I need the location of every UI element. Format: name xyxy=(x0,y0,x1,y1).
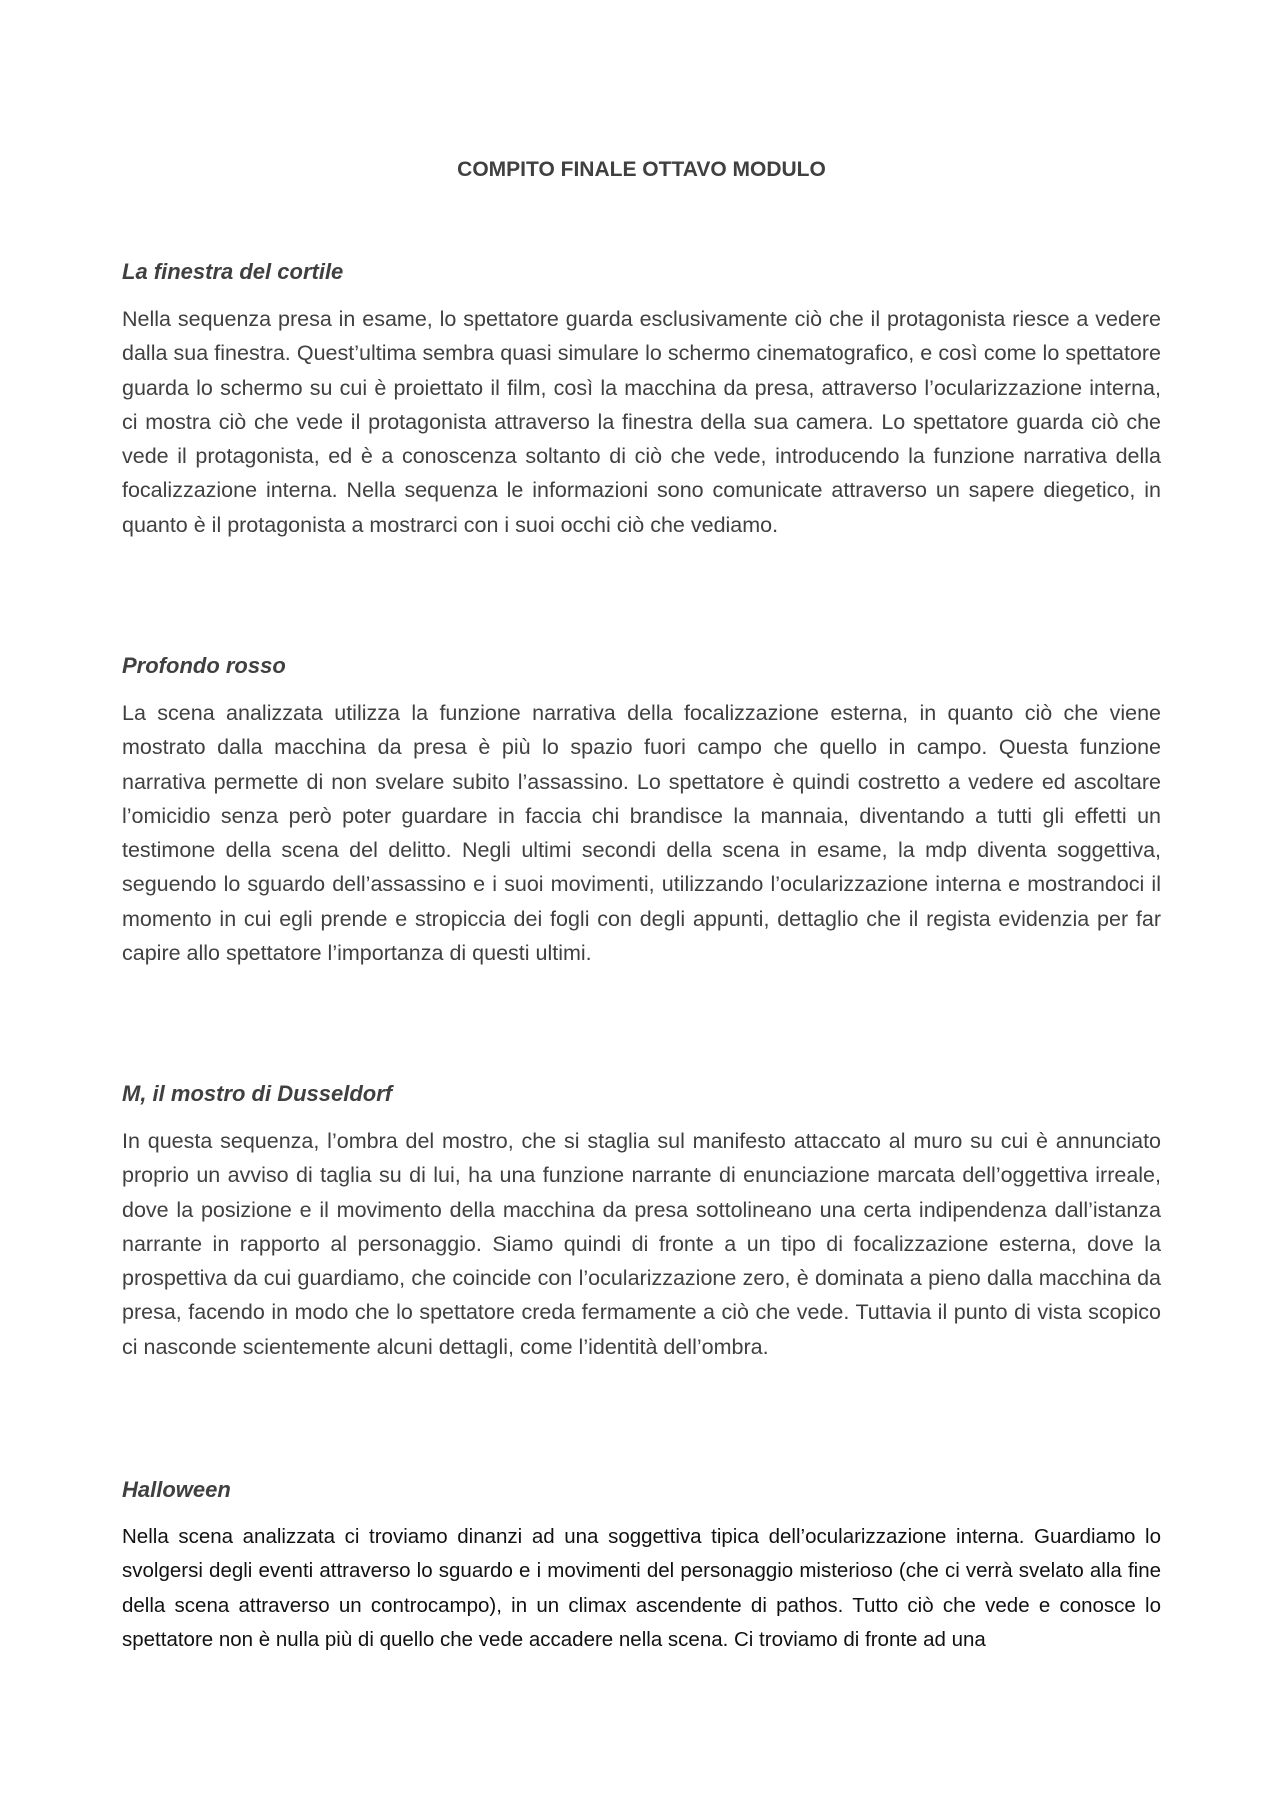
section-paragraph: Nella sequenza presa in esame, lo spettatore guarda esclusivamente ciò che il protagonista riesce a vedere dalla sua finestra. Quest’ultima sembra quasi simulare lo schermo cinematografico, e così come lo spettatore guarda lo schermo su cui è proiettato il film, così la macchina da presa, attraverso l’ocularizzazione interna, ci mostra ciò che vede il protagonista attraverso la finestra della sua camera. Lo spettatore guarda ciò che vede il protagonista, ed è a conoscenza soltanto di ciò che vede, introducendo la funzione narrativa della focalizzazione interna. Nella sequenza le informazioni sono comunicate attraverso un sapere diegetico, in quanto è il protagonista a mostrarci con i suoi occhi ciò che vediamo. xyxy=(122,307,1161,537)
section-paragraph: In questa sequenza, l’ombra del mostro, che si staglia sul manifesto attaccato al muro su cui è annunciato proprio un avviso di taglia su di lui, ha una funzione narrante di enunciazione marcata dell’oggettiva irreale, dove la posizione e il movimento della macchina da presa sottolineano una certa indipendenza dall’istanza narrante in rapporto al personaggio. Siamo quindi di fronte a un tipo di focalizzazione esterna, dove la prospettiva da cui guardiamo, che coincide con l’ocularizzazione zero, è dominata a pieno dalla macchina da presa, facendo in modo che lo spettatore creda fermamente a ciò che vede. Tuttavia il punto di vista scopico ci nasconde scientemente alcuni dettagli, come l’identità dell’ombra. xyxy=(122,1129,1161,1359)
section-la-finestra-del-cortile xyxy=(122,256,1161,542)
section-heading: La finestra del cortile xyxy=(122,259,344,284)
section-profondo-rosso xyxy=(122,650,1161,970)
section-heading: Profondo rosso xyxy=(122,653,286,678)
section-heading: Halloween xyxy=(122,1477,231,1502)
section-heading: M, il mostro di Dusseldorf xyxy=(122,1081,393,1106)
section-m-il-mostro-di-dusseldorf xyxy=(122,1078,1161,1364)
section-halloween xyxy=(122,1474,1161,1657)
document-title: COMPITO FINALE OTTAVO MODULO xyxy=(457,158,826,181)
section-paragraph: La scena analizzata utilizza la funzione narrativa della focalizzazione esterna, in quanto ciò che viene mostrato dalla macchina da presa è più lo spazio fuori campo che quello in campo. Questa funzione narrativa permette di non svelare subito l’assassino. Lo spettatore è quindi costretto a vedere ed ascoltare l’omicidio senza però poter guardare in faccia chi brandisce la mannaia, diventando a tutti gli effetti un testimone della scena del delitto. Negli ultimi secondi della scena in esame, la mdp diventa soggettiva, seguendo lo sguardo dell’assassino e i suoi movimenti, utilizzando l’ocularizzazione interna e mostrandoci il momento in cui egli prende e stropiccia dei fogli con degli appunti, dettaglio che il regista evidenzia per far capire allo spettatore l’importanza di questi ultimi. xyxy=(122,701,1161,966)
section-paragraph: Nella scena analizzata ci troviamo dinanzi ad una soggettiva tipica dell’ocularizzazione interna. Guardiamo lo svolgersi degli eventi attraverso lo sguardo e i movimenti del personaggio misterioso (che ci verrà svelato alla fine della scena attraverso un controcampo), in un climax ascendente di pathos. Tutto ciò che vede e conosce lo spettatore non è nulla più di quello che vede accadere nella scena. Ci troviamo di fronte ad una xyxy=(122,1525,1161,1651)
